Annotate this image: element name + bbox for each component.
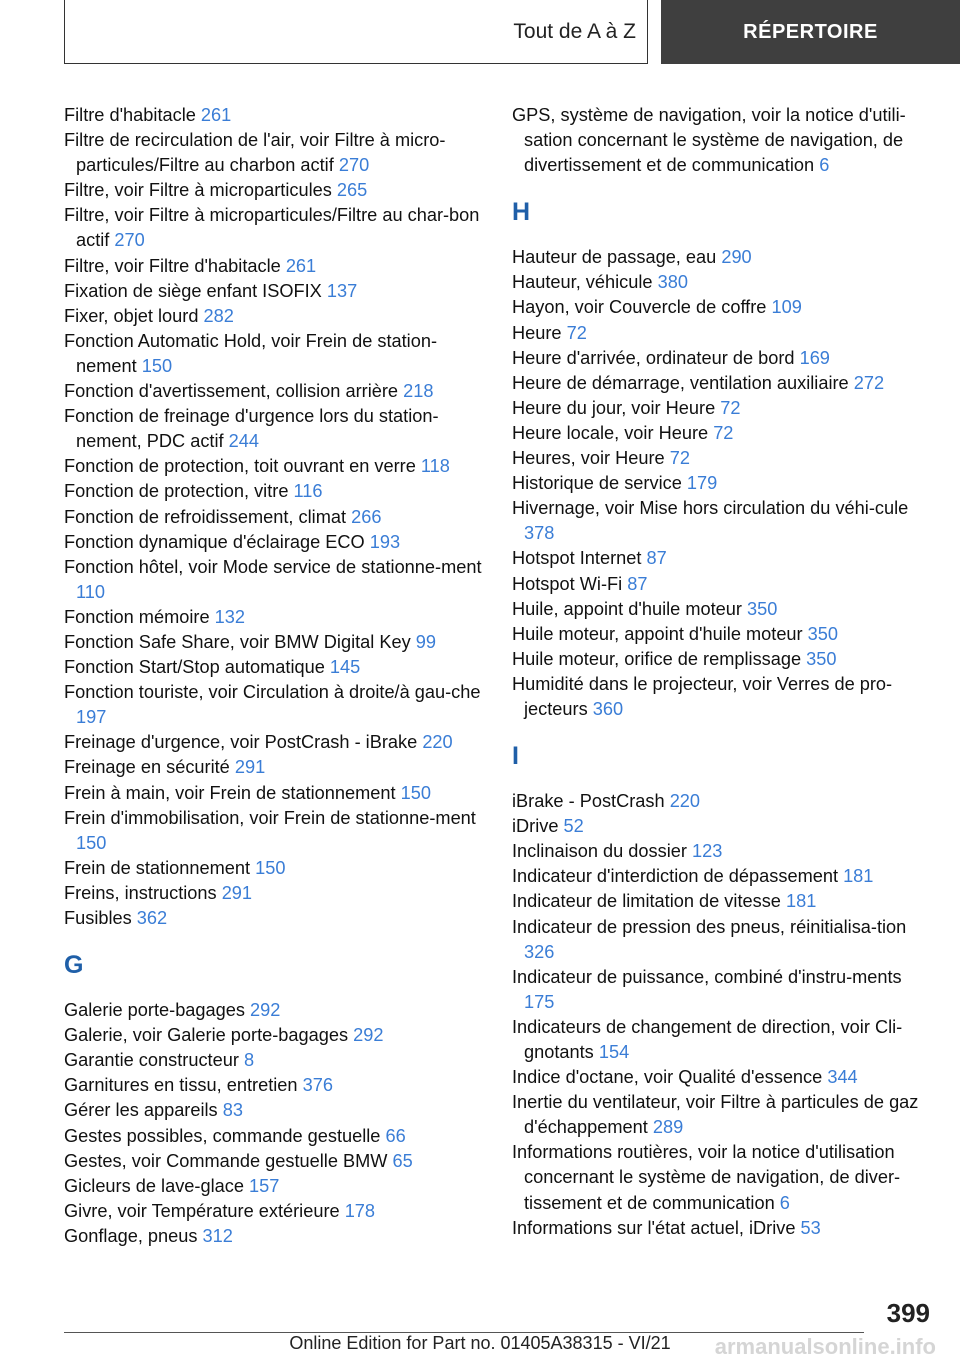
page-link[interactable]: 53 <box>800 1217 821 1238</box>
index-entry <box>512 572 932 597</box>
page-link[interactable]: 6 <box>779 1192 790 1213</box>
edition-footer: Online Edition for Part no. 01405A38315 - VI/21 <box>289 1333 671 1353</box>
entry-text: Hotspot Internet <box>512 548 642 569</box>
page-link[interactable]: 282 <box>203 305 234 326</box>
entry-text: Fonction de protection, vitre <box>64 481 289 502</box>
index-entry <box>64 505 482 530</box>
page-link[interactable]: 118 <box>420 456 450 477</box>
page-link[interactable]: 272 <box>853 372 885 393</box>
entry-text: Filtre de recirculation de l'air, voir Filtre à micro-particules/Filtre au charbon actif <box>64 130 446 176</box>
index-entry <box>64 806 482 856</box>
entry-text: Frein d'immobilisation, voir Frein de stationne-ment <box>64 807 476 828</box>
page-link[interactable]: 378 <box>524 523 555 544</box>
index-entry <box>512 1090 932 1140</box>
page-link[interactable]: 292 <box>250 1000 281 1021</box>
index-entry <box>64 680 482 730</box>
page-link[interactable]: 362 <box>136 908 168 928</box>
index-entry <box>64 906 482 931</box>
entry-text: Fusibles <box>64 908 132 928</box>
page-link[interactable]: 218 <box>403 381 434 402</box>
entry-text: iBrake - PostCrash <box>512 791 665 812</box>
page-link[interactable]: 261 <box>200 105 232 125</box>
entry-text: Indicateur d'interdiction de dépassement <box>512 866 838 887</box>
index-entry <box>512 245 932 270</box>
entry-text: Hauteur, véhicule <box>512 272 653 293</box>
page-number: 399 <box>886 1298 930 1328</box>
page-link[interactable]: 290 <box>721 247 752 268</box>
page-link[interactable]: 179 <box>686 473 718 494</box>
entry-text: Givre, voir Température extérieure <box>64 1200 340 1221</box>
index-entry <box>64 1073 482 1098</box>
page-link[interactable]: 181 <box>843 866 874 887</box>
entry-text: Filtre d'habitacle <box>64 105 196 125</box>
page-link[interactable]: 291 <box>221 882 253 903</box>
index-entry <box>64 1149 482 1174</box>
entry-text: Gestes possibles, commande gestuelle <box>64 1125 381 1146</box>
index-entry <box>64 755 482 780</box>
entry-text: Filtre, voir Filtre d'habitacle <box>64 255 281 276</box>
page-link[interactable]: 175 <box>524 991 555 1012</box>
entry-text: Inertie du ventilateur, voir Filtre à particules de gaz d'échappement <box>512 1092 919 1138</box>
entry-text: Frein à main, voir Frein de stationnement <box>64 782 396 803</box>
page-link[interactable]: 137 <box>326 280 358 301</box>
page-link[interactable]: 110 <box>76 581 105 602</box>
entry-text: Heure d'arrivée, ordinateur de bord <box>512 347 795 368</box>
page-link[interactable]: 52 <box>563 816 584 837</box>
entry-text: Fonction touriste, voir Circulation à droite/à gau-che <box>64 682 481 703</box>
index-entry <box>512 371 932 396</box>
index-entry <box>64 103 482 128</box>
page-link[interactable]: 181 <box>785 891 817 912</box>
page-link[interactable]: 99 <box>415 631 437 652</box>
entry-text: Historique de service <box>512 473 682 494</box>
page-link[interactable]: 154 <box>598 1042 630 1062</box>
page-link[interactable]: 145 <box>329 657 361 678</box>
index-entry <box>64 1124 482 1149</box>
letter-heading: I <box>512 742 519 771</box>
entry-text: Huile moteur, orifice de remplissage <box>512 648 802 669</box>
entry-text: Informations sur l'état actuel, iDrive <box>512 1217 796 1238</box>
page-link[interactable]: 292 <box>353 1025 384 1046</box>
page-link[interactable]: 244 <box>228 431 259 452</box>
entry-text: Fixer, objet lourd <box>64 305 199 326</box>
index-entry <box>512 103 932 178</box>
page-link[interactable]: 87 <box>646 548 667 569</box>
index-entry <box>64 178 482 203</box>
page-link[interactable]: 123 <box>691 841 723 862</box>
entry-text: Hivernage, voir Mise hors circulation du véhi-cule <box>512 498 909 519</box>
index-entry <box>64 1174 482 1199</box>
entry-text: Heure de démarrage, ventilation auxiliaire <box>512 372 849 393</box>
entry-text: Galerie porte-bagages <box>64 1000 245 1021</box>
letter-heading: H <box>512 198 531 227</box>
page-link[interactable]: 178 <box>344 1200 376 1221</box>
page-link[interactable]: 72 <box>713 422 734 443</box>
entry-text: Heure <box>512 322 562 343</box>
entry-text: Hauteur de passage, eau <box>512 247 717 268</box>
letter-heading: G <box>64 951 84 980</box>
section-title: Tout de A à Z <box>513 20 636 43</box>
page-link[interactable]: 8 <box>243 1050 255 1071</box>
entry-text: Hayon, voir Couvercle de coffre <box>512 297 767 318</box>
index-column-left <box>64 103 482 1249</box>
index-entry <box>512 295 932 320</box>
index-entry <box>64 605 482 630</box>
entry-text: Indicateurs de changement de direction, voir Cli-gnotants <box>512 1016 903 1062</box>
page-link[interactable]: 132 <box>214 606 245 627</box>
index-entry <box>64 479 482 504</box>
entry-text: Galerie, voir Galerie porte-bagages <box>64 1025 349 1046</box>
index-entry <box>512 915 932 965</box>
entry-text: Hotspot Wi-Fi <box>512 573 623 594</box>
entry-text: Heure locale, voir Heure <box>512 422 709 443</box>
index-entry <box>512 839 932 864</box>
index-entry <box>512 597 932 622</box>
index-entry <box>512 1140 932 1215</box>
page-link[interactable]: 289 <box>652 1117 684 1138</box>
page-link[interactable]: 350 <box>806 648 837 669</box>
index-entry <box>512 471 932 496</box>
index-entry <box>512 965 932 1015</box>
index-entry <box>64 881 482 906</box>
entry-text: Heures, voir Heure <box>512 448 665 469</box>
entry-text: Gicleurs de lave-glace <box>64 1175 244 1196</box>
index-entry <box>64 781 482 806</box>
index-entry <box>64 856 482 881</box>
page-link[interactable]: 72 <box>669 448 690 469</box>
entry-text: Humidité dans le projecteur, voir Verres de pro-jecteurs <box>512 673 893 719</box>
entry-text: Freinage d'urgence, voir PostCrash - iBrake <box>64 732 418 753</box>
entry-text: Huile, appoint d'huile moteur <box>512 598 742 619</box>
index-entry <box>512 446 932 471</box>
page-header <box>0 0 960 66</box>
entry-text: Gonflage, pneus <box>64 1225 198 1246</box>
page-link[interactable]: 261 <box>285 255 317 276</box>
entry-text: Fonction de refroidissement, climat <box>64 506 347 527</box>
index-entry <box>512 1015 932 1065</box>
index-entry <box>64 304 482 329</box>
index-entry <box>512 321 932 346</box>
page-link[interactable]: 157 <box>249 1175 280 1196</box>
entry-text: Fonction d'avertissement, collision arrière <box>64 381 399 402</box>
entry-text: Fonction Automatic Hold, voir Frein de station-nement <box>64 330 438 376</box>
index-entry <box>512 622 932 647</box>
page-link[interactable]: 376 <box>302 1075 333 1096</box>
entry-text: Fonction de protection, toit ouvrant en verre <box>64 456 416 477</box>
entry-text: Fonction de freinage d'urgence lors du station-nement, PDC actif <box>64 406 439 452</box>
index-column-right <box>512 103 932 1241</box>
entry-text: Filtre, voir Filtre à microparticules <box>64 180 332 201</box>
index-entry <box>512 1216 932 1241</box>
index-entry <box>512 421 932 446</box>
index-entry <box>512 396 932 421</box>
entry-text: Fonction mémoire <box>64 606 210 627</box>
chapter-tab: RÉPERTOIRE <box>661 0 960 64</box>
entry-text: Freins, instructions <box>64 882 217 903</box>
index-entry <box>512 789 932 814</box>
index-entry <box>64 128 482 178</box>
index-entry <box>512 546 932 571</box>
entry-text: Inclinaison du dossier <box>512 841 687 862</box>
entry-text: Fonction Safe Share, voir BMW Digital Key <box>64 631 411 652</box>
page-link[interactable]: 265 <box>336 180 368 201</box>
index-entry <box>64 1098 482 1123</box>
index-entry <box>64 379 482 404</box>
entry-text: Indicateur de limitation de vitesse <box>512 891 781 912</box>
index-entry <box>512 889 932 914</box>
page-link[interactable]: 193 <box>369 531 401 552</box>
index-entry <box>512 346 932 371</box>
page-link[interactable]: 72 <box>566 322 587 343</box>
index-entry <box>64 1224 482 1249</box>
entry-text: Gérer les appareils <box>64 1100 218 1121</box>
entry-text: Informations routières, voir la notice d'utilisation concernant le système de navigation, de diver-tissement et de communication <box>512 1142 901 1213</box>
index-entry <box>64 998 482 1023</box>
entry-text: GPS, système de navigation, voir la notice d'utili-sation concernant le système de navigation, de divertissement et de communication <box>512 105 906 176</box>
entry-text: Fonction dynamique d'éclairage ECO <box>64 531 365 552</box>
page-link[interactable]: 350 <box>747 598 778 619</box>
page-link[interactable]: 150 <box>141 355 173 376</box>
page-link[interactable]: 65 <box>392 1150 413 1171</box>
watermark: armanualsonline.info <box>714 1334 936 1359</box>
entry-text: Garantie constructeur <box>64 1050 239 1071</box>
page-link[interactable]: 350 <box>807 623 839 644</box>
index-entry <box>64 655 482 680</box>
index-entry <box>64 630 482 655</box>
page-link[interactable]: 380 <box>657 272 688 293</box>
page-link[interactable]: 312 <box>202 1225 233 1246</box>
index-entry <box>64 454 482 479</box>
index-entry <box>64 730 482 755</box>
entry-text: Fixation de siège enfant ISOFIX <box>64 280 322 301</box>
page-link[interactable]: 72 <box>720 397 741 418</box>
index-entry <box>512 672 932 722</box>
page-link[interactable]: 116 <box>293 481 323 502</box>
index-entry <box>64 530 482 555</box>
page-link[interactable]: 360 <box>592 698 624 719</box>
entry-text: Filtre, voir Filtre à microparticules/Filtre au char-bon actif <box>64 205 480 251</box>
index-entry <box>512 1065 932 1090</box>
index-entry <box>512 647 932 672</box>
index-entry <box>64 203 482 253</box>
page-link[interactable]: 270 <box>338 155 370 176</box>
page-link[interactable]: 326 <box>524 941 555 962</box>
index-entry <box>512 496 932 546</box>
index-entry <box>512 864 932 889</box>
page-link[interactable]: 109 <box>771 297 802 318</box>
page-link[interactable]: 220 <box>669 791 701 812</box>
index-entry <box>64 1023 482 1048</box>
page-link[interactable]: 344 <box>827 1067 858 1088</box>
page-link[interactable]: 197 <box>76 707 107 728</box>
entry-text: Heure du jour, voir Heure <box>512 397 716 418</box>
page-link[interactable]: 66 <box>385 1125 406 1146</box>
index-entry <box>512 814 932 839</box>
index-entry <box>64 1199 482 1224</box>
page-link[interactable]: 150 <box>400 782 431 803</box>
entry-text: Huile moteur, appoint d'huile moteur <box>512 623 803 644</box>
index-entry <box>64 555 482 605</box>
page-link[interactable]: 266 <box>351 506 382 527</box>
entry-text: Frein de stationnement <box>64 857 251 878</box>
entry-text: Indicateur de puissance, combiné d'instru-ments <box>512 966 902 987</box>
entry-text: Garnitures en tissu, entretien <box>64 1075 298 1096</box>
index-entry <box>64 279 482 304</box>
page-link[interactable]: 83 <box>222 1100 243 1121</box>
page-link[interactable]: 270 <box>114 230 145 251</box>
entry-text: Freinage en sécurité <box>64 757 230 778</box>
index-entry <box>512 270 932 295</box>
entry-text: iDrive <box>512 816 559 837</box>
page-link[interactable]: 220 <box>422 732 453 753</box>
index-entry <box>64 329 482 379</box>
page-link[interactable]: 6 <box>819 155 830 176</box>
page-link[interactable]: 169 <box>799 347 830 368</box>
entry-text: Gestes, voir Commande gestuelle BMW <box>64 1150 388 1171</box>
index-entry <box>64 404 482 454</box>
entry-text: Indice d'octane, voir Qualité d'essence <box>512 1067 823 1088</box>
page-link[interactable]: 150 <box>76 832 107 853</box>
entry-text: Fonction Start/Stop automatique <box>64 657 325 678</box>
page-link[interactable]: 291 <box>234 757 266 778</box>
entry-text: Indicateur de pression des pneus, réinitialisa-tion <box>512 916 907 937</box>
index-entry <box>64 1048 482 1073</box>
index-entry <box>64 254 482 279</box>
entry-text: Fonction hôtel, voir Mode service de stationne-ment <box>64 556 482 577</box>
page-link[interactable]: 87 <box>627 573 648 594</box>
page-link[interactable]: 150 <box>255 857 286 878</box>
